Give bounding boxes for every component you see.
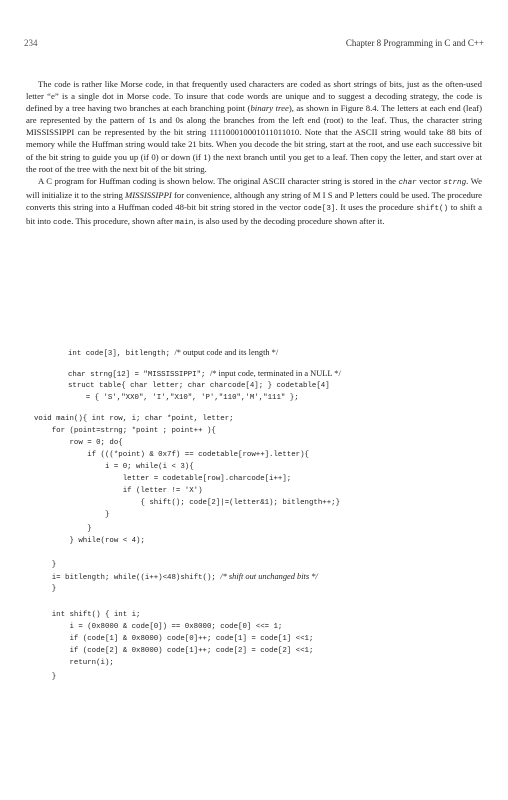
code-line: if (code[2] & 0x8000) code[1]++; code[2] = code[2] <<1;: [34, 647, 314, 655]
code-text: char strng[12] = "MISSISSIPPI";: [68, 371, 210, 379]
code-line: } while(row < 4);: [34, 537, 145, 545]
code-text: i= bitlength; while((i++)<48)shift();: [34, 574, 221, 582]
code-line: }: [34, 525, 92, 533]
code-line: [34, 572, 318, 583]
p2-text-4: for convenience, although any string of M I S and P letters could be used. The procedure converts this string into a Huffman coded 48-bit bit string stored in the vector: [26, 189, 482, 212]
p2-text-7: . This procedure, shown after: [71, 216, 176, 227]
code-line: = { 'S',"XX0", 'I',"X10", 'P',"110",'M',"111" };: [68, 394, 299, 402]
paragraph1-text-a: The code is rather like Morse code, in that frequently used characters are coded as short strings of bits, just as the often-used letter “e” is a single dot in Morse code. To insure that code words are unique and to suggest a decoding strategy, the code is defined by a tree having two branches at each branching point (: [26, 79, 482, 114]
p2-text-8: , is also used by the decoding procedure shown after it.: [193, 216, 385, 227]
p2-text-6: to shift a bit into: [26, 201, 483, 227]
code-line: }: [34, 585, 57, 593]
p2-code-shift: shift(): [416, 204, 449, 213]
code-line: letter = codetable[row].charcode[i++];: [34, 475, 292, 483]
p2-code-main: main: [175, 219, 194, 228]
p2-text-2: vector: [416, 175, 444, 186]
running-head: Chapter 8 Programming in C and C++: [345, 38, 484, 48]
code-line: if (letter != 'X'): [34, 487, 203, 495]
code-comment: /* output code and its length */: [174, 348, 279, 357]
code-line: i = (0x8000 & code[0]) == 0x8000; code[0] <<= 1;: [34, 623, 283, 631]
code-line: row = 0; do{: [34, 439, 123, 447]
p2-code-code3: code[3]: [303, 204, 336, 213]
code-line: }: [34, 561, 57, 569]
code-text: int code[3], bitlength;: [68, 350, 175, 358]
page-number: 234: [24, 38, 38, 48]
code-line: }: [34, 673, 57, 681]
p2-code-code: code: [53, 219, 72, 228]
p2-italic-mississippi: MISSISSIPPI: [125, 189, 172, 200]
code-line: if (((*point) & 0x7f) == codetable[row++].letter){: [34, 451, 309, 459]
p2-text-5: . It uses the procedure: [335, 201, 417, 212]
code-line: { shift(); code[2]|=(letter&1); bitlength++;}: [34, 499, 341, 507]
p2-text-1: A C program for Huffman coding is shown below. The original ASCII character string is stored in the: [38, 175, 399, 186]
code-line: i = 0; while(i < 3){: [34, 463, 194, 471]
code-line: void main(){ int row, i; char *point, letter;: [34, 415, 234, 423]
paragraph1-italic-term: binary tree: [250, 103, 289, 114]
p2-text-3: . We will initialize it to the string: [26, 175, 482, 200]
code-line: struct table{ char letter; char charcode[4]; } codetable[4]: [68, 382, 330, 390]
p2-code-char: char: [398, 178, 417, 187]
code-comment: /* shift out unchanged bits */: [220, 572, 318, 581]
code-line: for (point=strng; *point ; point++ ){: [34, 427, 216, 435]
code-line: }: [34, 511, 110, 519]
code-comment: /* input code, terminated in a NULL */: [209, 369, 341, 378]
code-line: [68, 348, 278, 359]
paragraph1-text-b: ), as shown in Figure 8.4. The letters at each end (leaf) are represented by the pattern of 1s and 0s along the branches from the left end (root) to the leaf. Thus, the character string MISSISSIPPI can be represented by the bit string 111100010001011011010. Note that the ASCII string would take 88 bits of memory while the Huffman string would take 21 bits. When you decode the bit string, start at the root, and use each successive bit of the bit string to guide you up (if 0) or down (if 1) the next branch until you get to a leaf. Then copy the letter, and start over at the root of the tree with the next bit of the bit string.: [26, 103, 482, 174]
code-line: if (code[1] & 0x8000) code[0]++; code[1] = code[1] <<1;: [34, 635, 314, 643]
p2-code-strng: strng: [443, 178, 467, 187]
code-line: return(i);: [34, 659, 114, 667]
code-line: int shift() { int i;: [34, 611, 141, 619]
code-line: [68, 369, 341, 380]
